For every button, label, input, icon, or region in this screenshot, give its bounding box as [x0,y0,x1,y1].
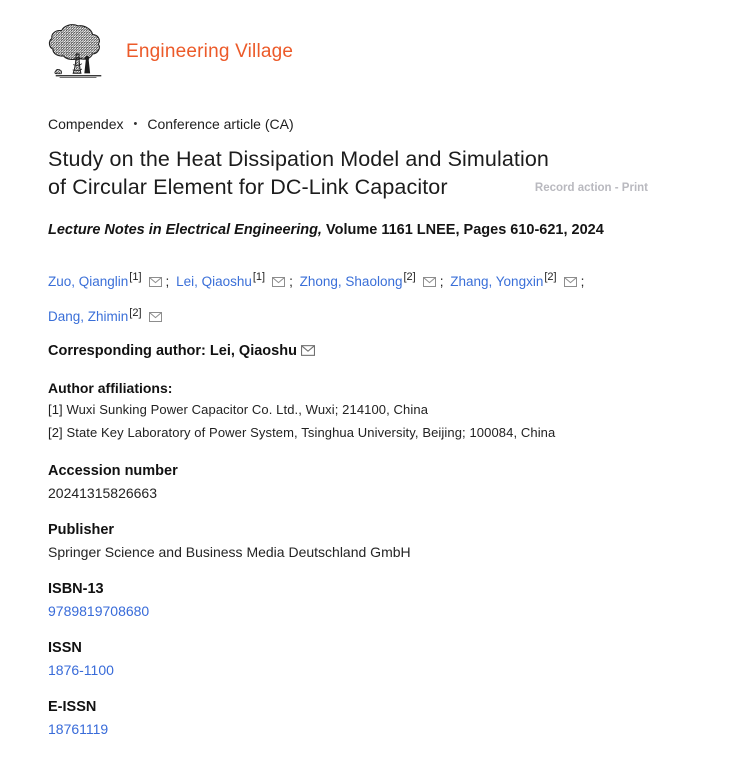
breadcrumb-separator: • [133,118,138,130]
author-link[interactable]: Lei, Qiaoshu [176,273,252,289]
envelope-icon[interactable] [423,267,436,298]
source-volume-pages-year: Volume 1161 LNEE, Pages 610-621, 2024 [321,222,604,238]
field-label: ISSN [48,640,82,656]
author-link[interactable]: Zhong, Shaolong [299,273,403,289]
field-label: E-ISSN [48,699,97,715]
author-list [48,262,648,333]
breadcrumb-doc-type: Conference article (CA) [147,116,294,132]
author-affiliation-sup: [1] [252,271,266,283]
author-link[interactable]: Dang, Zhimin [48,309,129,324]
accession-number-value: 20241315826663 [48,485,158,501]
envelope-icon[interactable] [149,267,162,298]
field-publisher [48,522,693,560]
author-link[interactable]: Zuo, Qianglin [48,273,129,289]
corresponding-author-text: Corresponding author: Lei, Qiaoshu [48,343,297,359]
author-separator: ; [580,273,585,289]
brand-title: Engineering Village [126,41,294,62]
affiliation-item: [1] Wuxi Sunking Power Capacitor Co. Ltd., Wuxi; 214100, China [48,402,429,417]
author-item [450,271,587,289]
envelope-icon[interactable] [272,267,285,298]
envelope-icon[interactable] [564,267,577,298]
author-item [176,271,296,289]
page-title: Study on the Heat Dissipation Model and Simulation of Circular Element for DC-Link Capacitor [48,147,549,199]
eissn-link[interactable]: 18761119 [48,721,109,737]
field-eissn [48,699,693,737]
author-item [48,271,172,289]
author-item [48,306,162,324]
corresponding-author-line [48,343,693,360]
affiliations-heading: Author affiliations: [48,380,173,396]
author-separator: ; [439,273,444,289]
envelope-icon[interactable] [301,344,315,360]
author-item [299,271,447,289]
source-publication-title: Lecture Notes in Electrical Engineering, [48,222,322,238]
elsevier-tree-logo [48,23,110,81]
isbn13-link[interactable]: 9789819708680 [48,603,150,619]
author-separator: ; [165,273,170,289]
title-row [48,145,648,201]
affiliation-item: [2] State Key Laboratory of Power System, Tsinghua University, Beijing; 100084, China [48,425,556,440]
field-issn [48,640,693,678]
field-isbn13 [48,581,693,619]
envelope-icon[interactable] [149,302,162,333]
author-link[interactable]: Zhang, Yongxin [450,273,544,289]
breadcrumb [48,116,693,132]
record-action-print-link[interactable]: Record action - Print [534,182,648,194]
field-label: Accession number [48,463,178,479]
author-affiliation-sup: [2] [403,271,416,283]
author-affiliation-sup: [2] [544,271,557,283]
author-affiliation-sup: [1] [129,271,142,283]
field-label: Publisher [48,522,115,538]
breadcrumb-database[interactable]: Compendex [48,116,124,132]
author-affiliation-sup: [2] [129,306,142,319]
publisher-value: Springer Science and Business Media Deutschland GmbH [48,544,411,560]
author-separator: ; [289,273,293,289]
field-label: ISBN-13 [48,581,104,597]
app-header [48,22,693,82]
field-accession-number [48,463,693,501]
source-line [48,222,693,238]
issn-link[interactable]: 1876-1100 [48,662,114,678]
